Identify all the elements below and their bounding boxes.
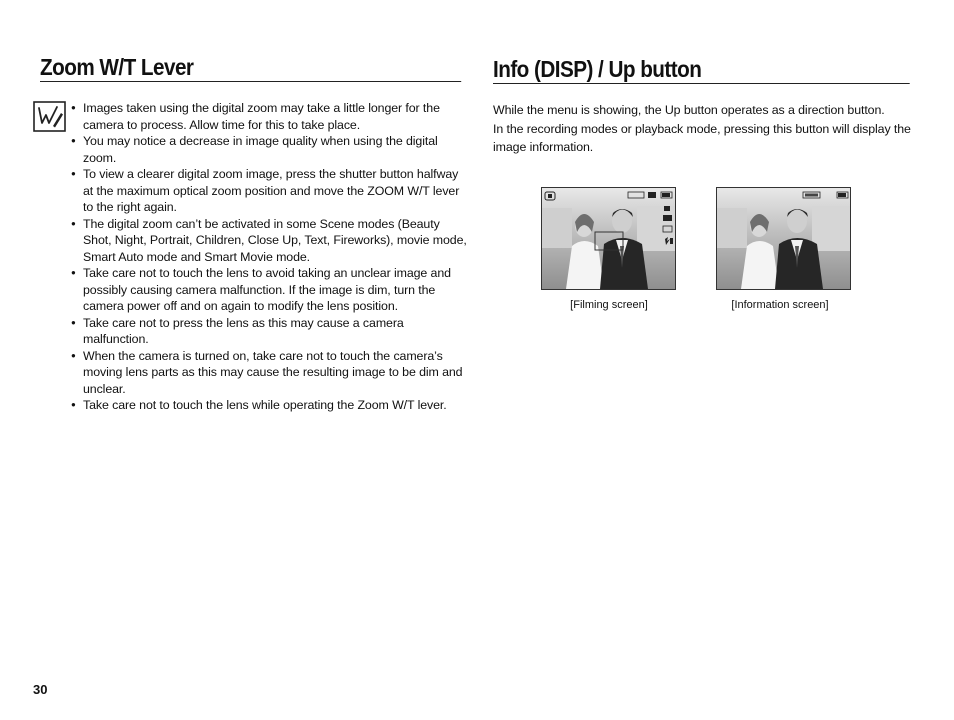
- list-item: ● Take care not to touch the lens to avoid taking an unclear image and possibly causing camera malfunction. If the image is dim, turn the camera power off and on again to modify the lens position.: [70, 265, 468, 315]
- list-item: ● Take care not to press the lens as this may cause a camera malfunction.: [70, 315, 468, 348]
- intro-text: [493, 101, 923, 157]
- list-item: ● Images taken using the digital zoom may take a little longer for the camera to process. Allow time for this to take place.: [70, 100, 468, 133]
- notes-list: [70, 100, 468, 414]
- list-item: ● You may notice a decrease in image quality when using the digital zoom.: [70, 133, 468, 166]
- section-title-zoom-lever: Zoom W/T Lever: [40, 54, 461, 82]
- note-pencil-icon: [33, 101, 66, 132]
- paragraph: While the menu is showing, the Up button operates as a direction button.: [493, 103, 885, 117]
- information-screen-image: [716, 187, 851, 290]
- filming-screen-caption: [Filming screen]: [570, 299, 648, 311]
- section-title-info-button: Info (DISP) / Up button: [493, 56, 910, 84]
- list-item: ● Take care not to touch the lens while operating the Zoom W/T lever.: [70, 397, 468, 414]
- list-item: ● To view a clearer digital zoom image, press the shutter button halfway at the maximum optical zoom position and move the ZOOM W/T lever to the right again.: [70, 166, 468, 216]
- paragraph: In the recording modes or playback mode, pressing this button will display the image information.: [493, 121, 911, 154]
- list-item: ● The digital zoom can’t be activated in some Scene modes (Beauty Shot, Night, Portrait, Children, Close Up, Text, Fireworks), movie mode, Smart Auto mode and Smart Movie mode.: [70, 216, 468, 266]
- page-number: 30: [33, 682, 48, 697]
- information-screen-caption: [Information screen]: [731, 299, 829, 311]
- list-item: ● When the camera is turned on, take care not to touch the camera’s moving lens parts as this may cause the resulting image to be dim and unclear.: [70, 348, 468, 398]
- filming-screen-image: [541, 187, 676, 290]
